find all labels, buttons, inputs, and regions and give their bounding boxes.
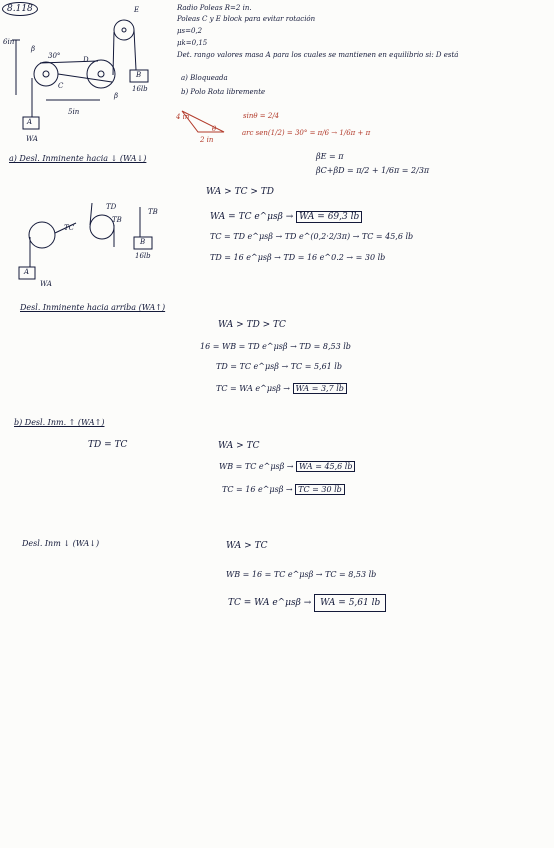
section-b2-heading: Desl. Inm ↓ (WA↓)	[22, 539, 100, 548]
given-mu-k: μk=0,15	[177, 39, 208, 47]
beta-e: βE = π	[316, 152, 344, 161]
b1-relation: TD = TC	[88, 440, 128, 450]
trig-side: 4 in	[176, 113, 190, 121]
a2-eq2: TD = TC e^μsβ → TC = 5,61 lb	[216, 362, 342, 371]
problem-statement: Det. rango valores masa A para los cuales se mantienen en equilibrio si: D está	[177, 51, 459, 59]
b1-eq1-text: WB = TC e^μsβ →	[219, 462, 297, 471]
block-b-weight: 16lb	[132, 85, 148, 93]
a1-tc: TC	[64, 224, 75, 232]
a1-inequality: WA > TC > TD	[206, 187, 274, 197]
a1-result: WA = 69,3 lb	[296, 211, 362, 223]
a1-hang: A	[24, 268, 30, 276]
block-b-label: B	[136, 71, 142, 79]
b1-eq2-text: TC = 16 e^μsβ →	[222, 485, 296, 494]
given-radius: Radio Poleas R=2 in.	[177, 4, 252, 12]
a1-eq2: TC = TD e^μsβ → TD e^(0,2·2/3π) → TC = 45,6 lb	[210, 232, 414, 241]
angle-label: 30°	[48, 52, 61, 60]
trig-sin: sinθ = 2/4	[243, 112, 280, 120]
a2-eq3-text: TC = WA e^μsβ →	[216, 384, 293, 393]
pulley-c-label: C	[58, 82, 64, 90]
trig-angle: θ	[212, 125, 217, 133]
b2-inequality: WA > TC	[226, 541, 268, 551]
b1-result-wa: WA = 45,6 lb	[296, 461, 355, 472]
block-a-weight: WA	[26, 135, 38, 143]
section-a1-heading: a) Desl. Inminente hacia ↓ (WA↓)	[9, 154, 147, 163]
b1-result-tc: TC = 30 lb	[295, 484, 345, 495]
case-a: a) Bloqueada	[181, 74, 228, 82]
b1-eq1	[219, 462, 355, 471]
case-b: b) Polo Rota libremente	[181, 88, 266, 96]
given-mu-s: μs=0,2	[177, 27, 203, 35]
trig-arcsin: arc sen(1/2) = 30° = π/6 → 1/6π + π	[242, 129, 371, 137]
b2-eq2	[228, 598, 386, 608]
a2-result: WA = 3,7 lb	[293, 383, 347, 394]
a1-weight: 16lb	[135, 252, 151, 260]
a1-block: B	[140, 238, 146, 246]
a1-eq3: TD = 16 e^μsβ → TD = 16 e^0.2 → = 30 lb	[210, 253, 386, 262]
a1-tb: TB	[148, 208, 158, 216]
b2-result: WA = 5,61 lb	[314, 594, 386, 612]
a2-inequality: WA > TD > TC	[218, 320, 286, 330]
a2-eq3	[216, 384, 347, 393]
a1-eq1	[210, 212, 362, 222]
pulley-e-label: E	[134, 6, 140, 14]
given-poleas: Poleas C y E block para evitar rotación	[177, 15, 316, 23]
b1-eq2	[222, 485, 345, 494]
a1-wa: WA	[40, 280, 52, 288]
block-a-label: A	[27, 118, 33, 126]
problem-figure	[0, 0, 170, 150]
height-label: 6in	[3, 38, 15, 46]
beta-cd: βC+βD = π/2 + 1/6π = 2/3π	[316, 166, 430, 175]
beta-label: β	[31, 45, 36, 53]
a1-eq1-text: WA = TC e^μsβ →	[210, 212, 297, 222]
trig-base: 2 in	[200, 136, 214, 144]
section-a2-heading: Desl. Inminente hacia arriba (WA↑)	[20, 303, 166, 312]
problem-number: 8.118	[2, 2, 38, 16]
beta-label-2: β	[114, 92, 119, 100]
b2-eq1: WB = 16 = TC e^μsβ → TC = 8,53 lb	[226, 570, 377, 579]
section-b1-heading: b) Desl. Inm. ↑ (WA↑)	[14, 418, 105, 427]
pulley-d-label: D	[83, 56, 89, 64]
width-label: 5in	[68, 108, 80, 116]
b1-inequality: WA > TC	[218, 441, 260, 451]
b2-eq2-text: TC = WA e^μsβ →	[228, 598, 315, 608]
a1-td: TD	[106, 203, 117, 211]
a1-tb2: TB	[112, 216, 122, 224]
a2-eq1: 16 = WB = TD e^μsβ → TD = 8,53 lb	[200, 342, 351, 351]
